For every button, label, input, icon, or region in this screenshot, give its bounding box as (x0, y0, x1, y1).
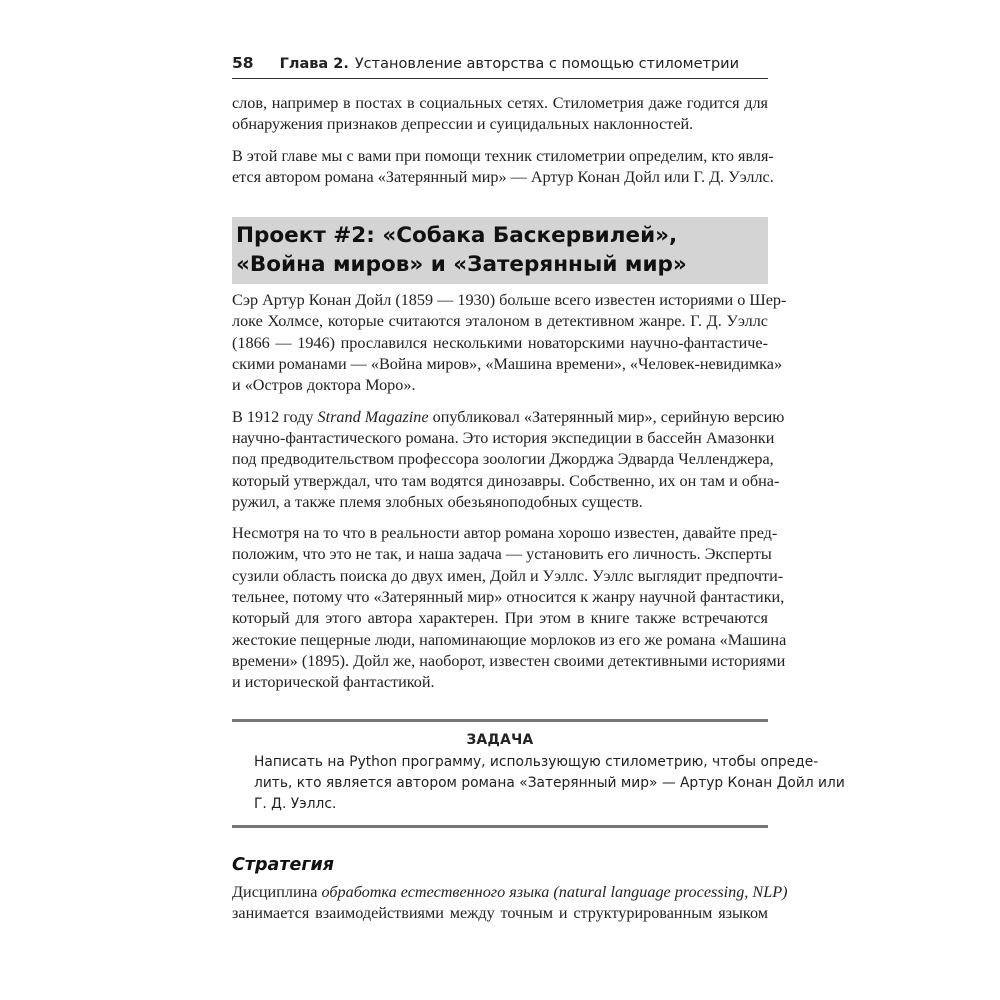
text-line: ется автором романа «Затерянный мир» — Артур Конан Дойл или Г. Д. Уэллс. (232, 167, 774, 186)
chapter-label: Глава 2. (279, 56, 349, 72)
text-line: под предводительством профессора зоологии Джорджа Эдварда Челленджера, (232, 450, 774, 469)
text-line: Несмотря на то что в реальности автор романа хорошо известен, давайте пред- (232, 524, 778, 543)
page-number: 58 (232, 54, 254, 72)
text-run: В 1912 году (232, 407, 318, 426)
section-heading (232, 217, 768, 284)
text-run: Дисциплина (232, 882, 322, 901)
text-line: сузили область поиска до двух имен, Дойл и Уэллс. Уэллс выглядит предпочти- (232, 566, 784, 585)
magazine-title: Strand Magazine (317, 407, 429, 426)
text-line: лить, кто является автором романа «Затерянный мир» — Артур Конан Дойл или (254, 774, 845, 791)
text-line: который для этого автора характерен. При этом в книге также встречаются (232, 609, 768, 628)
text-line: положим, что это не так, и наша задача — установить его личность. Эксперты (232, 545, 772, 564)
text-line: который утверждал, что там водятся динозавры. Собственно, их он там и обна- (232, 471, 780, 490)
section-heading-line: «Война миров» и «Затерянный мир» (236, 252, 687, 278)
text-run: опубликовал «Затерянный мир», серийную версию (428, 407, 785, 426)
task-title: ЗАДАЧА (466, 731, 534, 748)
text-line: жестокие пещерные люди, напоминающие морлоков из его же романа «Машина (232, 630, 787, 649)
text-line: (1866 — 1946) прославился несколькими новаторскими научно-фантастиче- (232, 333, 768, 352)
text-line: обнаружения признаков депрессии и суицидальных наклонностей. (232, 115, 694, 134)
intro-paragraph-2 (232, 146, 774, 189)
book-page (232, 54, 845, 924)
text-line: скими романами — «Война миров», «Машина времени», «Человек-невидимка» (232, 355, 783, 374)
text-line: и исторической фантастикой. (232, 673, 435, 692)
text-line: слов, например в постах в социальных сетях. Стилометрия даже годится для (232, 94, 768, 112)
text-line: и «Остров доктора Моро». (232, 376, 416, 395)
text-line: времени» (1895). Дойл же, наоборот, известен своими детективными историями (232, 651, 786, 670)
body-paragraph-3 (232, 523, 787, 693)
text-line: Г. Д. Уэллс. (254, 795, 337, 812)
strategy-paragraph (232, 882, 788, 925)
running-head (232, 54, 768, 79)
section-heading-line: Проект #2: «Собака Баскервилей», (236, 223, 678, 249)
text-line: локе Холмсе, которые считаются эталоном в детективном жанре. Г. Д. Уэллс (232, 312, 768, 331)
strategy-heading: Стратегия (232, 854, 334, 875)
text-line: В этой главе мы с вами при помощи техник стилометрии определим, кто явля- (232, 146, 774, 165)
body-paragraph-1 (232, 290, 787, 396)
body-paragraph-2 (232, 407, 785, 513)
text-line (232, 882, 788, 903)
text-line: Сэр Артур Конан Дойл (1859 — 1930) больше всего известен историями о Шер- (232, 291, 787, 310)
text-line: научно-фантастического романа. Это история экспедиции в бассейн Амазонки (232, 428, 775, 447)
text-line: тельнее, потому что «Затерянный мир» относится к жанру научной фантастики, (232, 588, 785, 607)
intro-paragraph-1 (232, 93, 768, 136)
text-line (232, 407, 785, 428)
task-box (232, 719, 845, 828)
term-italic: обработка естественного языка (natural language processing, NLP) (321, 882, 788, 901)
text-line: Написать на Python программу, использующую стилометрию, чтобы опреде- (254, 753, 819, 770)
task-text (254, 752, 845, 815)
text-line: ружил, а также племя злобных обезьяноподобных существ. (232, 492, 643, 511)
chapter-title: Установление авторства с помощью стилометрии (354, 56, 740, 72)
text-line: занимается взаимодействиями между точным и структурированным языком (232, 903, 768, 922)
